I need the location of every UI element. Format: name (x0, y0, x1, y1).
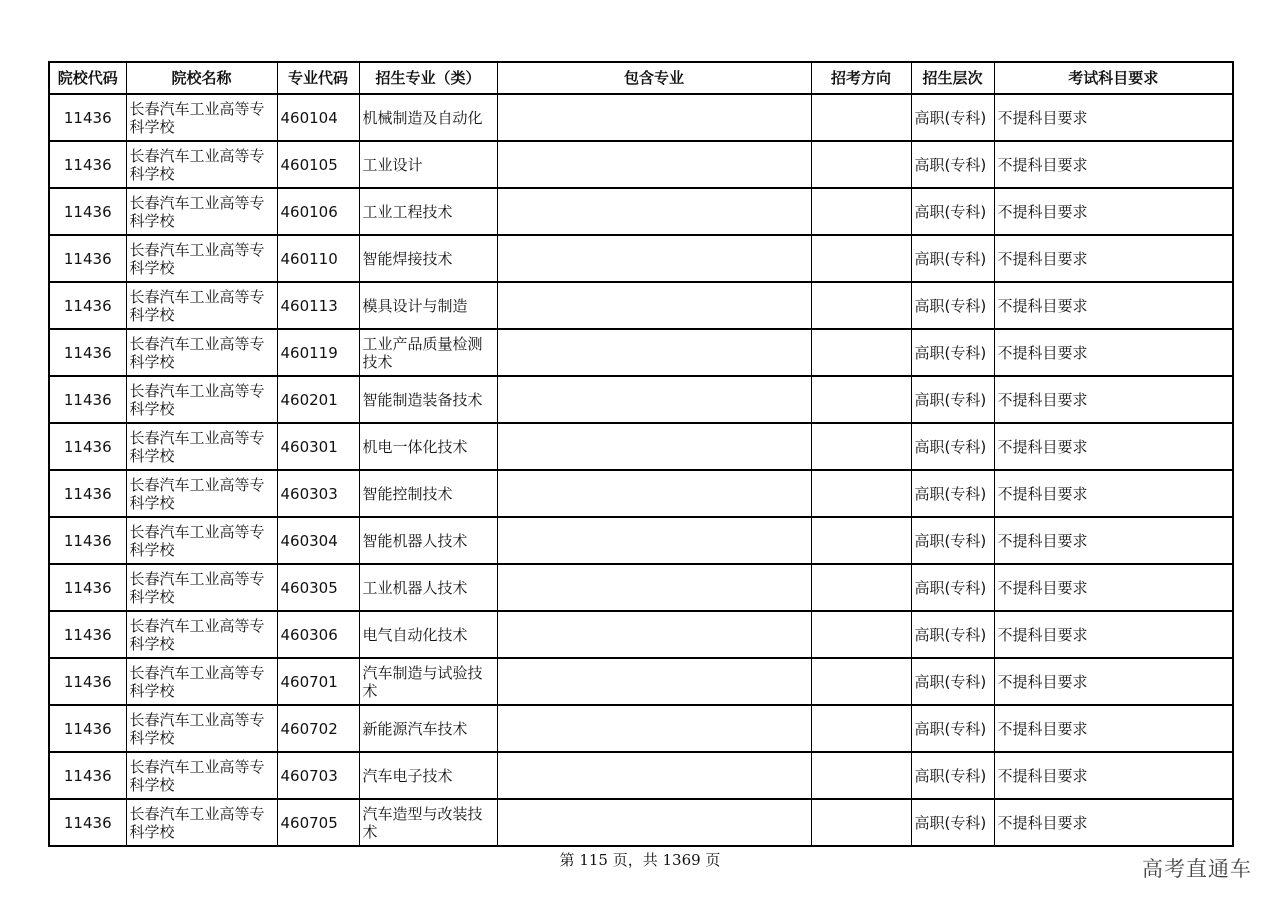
cell-direction (811, 188, 911, 235)
cell-subject-requirement: 不提科目要求 (994, 423, 1233, 470)
enrollment-table (48, 61, 1234, 847)
cell-school-code: 11436 (49, 752, 126, 799)
table-row (49, 517, 1233, 564)
cell-school-name: 长春汽车工业高等专科学校 (126, 705, 277, 752)
table-header-row (49, 62, 1233, 94)
cell-major-code: 460705 (277, 799, 359, 846)
cell-included-majors (497, 611, 811, 658)
cell-direction (811, 611, 911, 658)
header-subject-requirement: 考试科目要求 (994, 62, 1233, 94)
cell-major-code: 460701 (277, 658, 359, 705)
cell-direction (811, 376, 911, 423)
cell-included-majors (497, 752, 811, 799)
cell-school-code: 11436 (49, 141, 126, 188)
cell-major-code: 460703 (277, 752, 359, 799)
table-row (49, 470, 1233, 517)
header-major-code: 专业代码 (277, 62, 359, 94)
cell-major-code: 460303 (277, 470, 359, 517)
table-row (49, 705, 1233, 752)
cell-school-code: 11436 (49, 658, 126, 705)
cell-direction (811, 329, 911, 376)
cell-level: 高职(专科) (911, 329, 994, 376)
cell-major: 工业机器人技术 (359, 564, 497, 611)
table-row (49, 799, 1233, 846)
cell-level: 高职(专科) (911, 188, 994, 235)
cell-included-majors (497, 799, 811, 846)
cell-direction (811, 752, 911, 799)
cell-school-code: 11436 (49, 799, 126, 846)
cell-major-code: 460104 (277, 94, 359, 141)
cell-level: 高职(专科) (911, 611, 994, 658)
cell-school-name: 长春汽车工业高等专科学校 (126, 611, 277, 658)
cell-school-name: 长春汽车工业高等专科学校 (126, 329, 277, 376)
cell-direction (811, 564, 911, 611)
table-row (49, 611, 1233, 658)
cell-school-code: 11436 (49, 329, 126, 376)
cell-school-code: 11436 (49, 470, 126, 517)
cell-subject-requirement: 不提科目要求 (994, 611, 1233, 658)
cell-major: 机电一体化技术 (359, 423, 497, 470)
cell-school-name: 长春汽车工业高等专科学校 (126, 376, 277, 423)
cell-school-code: 11436 (49, 705, 126, 752)
cell-school-name: 长春汽车工业高等专科学校 (126, 188, 277, 235)
cell-school-name: 长春汽车工业高等专科学校 (126, 517, 277, 564)
cell-direction (811, 658, 911, 705)
cell-level: 高职(专科) (911, 705, 994, 752)
cell-level: 高职(专科) (911, 282, 994, 329)
cell-major-code: 460119 (277, 329, 359, 376)
cell-subject-requirement: 不提科目要求 (994, 564, 1233, 611)
cell-subject-requirement: 不提科目要求 (994, 752, 1233, 799)
cell-direction (811, 94, 911, 141)
cell-major: 模具设计与制造 (359, 282, 497, 329)
cell-level: 高职(专科) (911, 235, 994, 282)
cell-school-code: 11436 (49, 423, 126, 470)
cell-level: 高职(专科) (911, 376, 994, 423)
cell-included-majors (497, 141, 811, 188)
cell-school-name: 长春汽车工业高等专科学校 (126, 564, 277, 611)
cell-major: 汽车造型与改装技术 (359, 799, 497, 846)
cell-direction (811, 470, 911, 517)
cell-school-name: 长春汽车工业高等专科学校 (126, 752, 277, 799)
cell-school-code: 11436 (49, 282, 126, 329)
cell-school-code: 11436 (49, 188, 126, 235)
cell-subject-requirement: 不提科目要求 (994, 705, 1233, 752)
cell-school-code: 11436 (49, 517, 126, 564)
cell-subject-requirement: 不提科目要求 (994, 235, 1233, 282)
cell-major: 工业工程技术 (359, 188, 497, 235)
cell-school-name: 长春汽车工业高等专科学校 (126, 282, 277, 329)
header-school-code: 院校代码 (49, 62, 126, 94)
cell-direction (811, 705, 911, 752)
cell-subject-requirement: 不提科目要求 (994, 658, 1233, 705)
cell-major-code: 460106 (277, 188, 359, 235)
table-body (49, 94, 1233, 846)
cell-major-code: 460306 (277, 611, 359, 658)
cell-subject-requirement: 不提科目要求 (994, 141, 1233, 188)
cell-subject-requirement: 不提科目要求 (994, 799, 1233, 846)
cell-school-code: 11436 (49, 611, 126, 658)
cell-included-majors (497, 658, 811, 705)
cell-major: 汽车电子技术 (359, 752, 497, 799)
cell-subject-requirement: 不提科目要求 (994, 376, 1233, 423)
cell-school-name: 长春汽车工业高等专科学校 (126, 141, 277, 188)
cell-major-code: 460110 (277, 235, 359, 282)
cell-major-code: 460113 (277, 282, 359, 329)
table-row (49, 141, 1233, 188)
cell-subject-requirement: 不提科目要求 (994, 470, 1233, 517)
cell-included-majors (497, 329, 811, 376)
cell-major: 汽车制造与试验技术 (359, 658, 497, 705)
cell-direction (811, 799, 911, 846)
cell-level: 高职(专科) (911, 752, 994, 799)
cell-level: 高职(专科) (911, 470, 994, 517)
table-row (49, 376, 1233, 423)
cell-major: 智能焊接技术 (359, 235, 497, 282)
cell-major: 智能制造装备技术 (359, 376, 497, 423)
page-number: 第 115 页，共 1369 页 (559, 851, 721, 869)
cell-school-code: 11436 (49, 564, 126, 611)
cell-major-code: 460304 (277, 517, 359, 564)
cell-level: 高职(专科) (911, 564, 994, 611)
table-row (49, 752, 1233, 799)
cell-school-name: 长春汽车工业高等专科学校 (126, 799, 277, 846)
cell-included-majors (497, 705, 811, 752)
cell-major: 工业设计 (359, 141, 497, 188)
cell-school-name: 长春汽车工业高等专科学校 (126, 658, 277, 705)
cell-subject-requirement: 不提科目要求 (994, 188, 1233, 235)
watermark-text: 高考直通车 (1142, 857, 1252, 881)
cell-major-code: 460301 (277, 423, 359, 470)
table-row (49, 423, 1233, 470)
cell-included-majors (497, 423, 811, 470)
cell-major: 新能源汽车技术 (359, 705, 497, 752)
cell-included-majors (497, 235, 811, 282)
cell-level: 高职(专科) (911, 517, 994, 564)
cell-major: 智能控制技术 (359, 470, 497, 517)
table-row (49, 282, 1233, 329)
table-row (49, 235, 1233, 282)
cell-included-majors (497, 282, 811, 329)
table-row (49, 329, 1233, 376)
cell-school-name: 长春汽车工业高等专科学校 (126, 423, 277, 470)
cell-subject-requirement: 不提科目要求 (994, 94, 1233, 141)
cell-direction (811, 141, 911, 188)
cell-level: 高职(专科) (911, 94, 994, 141)
cell-school-code: 11436 (49, 94, 126, 141)
cell-included-majors (497, 188, 811, 235)
cell-major: 机械制造及自动化 (359, 94, 497, 141)
cell-direction (811, 235, 911, 282)
cell-direction (811, 282, 911, 329)
cell-level: 高职(专科) (911, 423, 994, 470)
header-level: 招生层次 (911, 62, 994, 94)
table-row (49, 658, 1233, 705)
cell-major-code: 460702 (277, 705, 359, 752)
cell-major-code: 460201 (277, 376, 359, 423)
table-row (49, 564, 1233, 611)
table-row (49, 188, 1233, 235)
cell-major: 智能机器人技术 (359, 517, 497, 564)
header-school-name: 院校名称 (126, 62, 277, 94)
header-direction: 招考方向 (811, 62, 911, 94)
header-included-majors: 包含专业 (497, 62, 811, 94)
cell-level: 高职(专科) (911, 141, 994, 188)
cell-subject-requirement: 不提科目要求 (994, 282, 1233, 329)
cell-subject-requirement: 不提科目要求 (994, 329, 1233, 376)
cell-school-code: 11436 (49, 235, 126, 282)
cell-major: 工业产品质量检测技术 (359, 329, 497, 376)
cell-included-majors (497, 517, 811, 564)
cell-major: 电气自动化技术 (359, 611, 497, 658)
cell-subject-requirement: 不提科目要求 (994, 517, 1233, 564)
header-major: 招生专业（类） (359, 62, 497, 94)
cell-included-majors (497, 470, 811, 517)
table-row (49, 94, 1233, 141)
cell-included-majors (497, 376, 811, 423)
cell-school-code: 11436 (49, 376, 126, 423)
cell-school-name: 长春汽车工业高等专科学校 (126, 470, 277, 517)
cell-school-name: 长春汽车工业高等专科学校 (126, 235, 277, 282)
cell-direction (811, 423, 911, 470)
cell-direction (811, 517, 911, 564)
cell-included-majors (497, 564, 811, 611)
cell-level: 高职(专科) (911, 799, 994, 846)
cell-level: 高职(专科) (911, 658, 994, 705)
cell-major-code: 460105 (277, 141, 359, 188)
cell-major-code: 460305 (277, 564, 359, 611)
cell-school-name: 长春汽车工业高等专科学校 (126, 94, 277, 141)
cell-included-majors (497, 94, 811, 141)
